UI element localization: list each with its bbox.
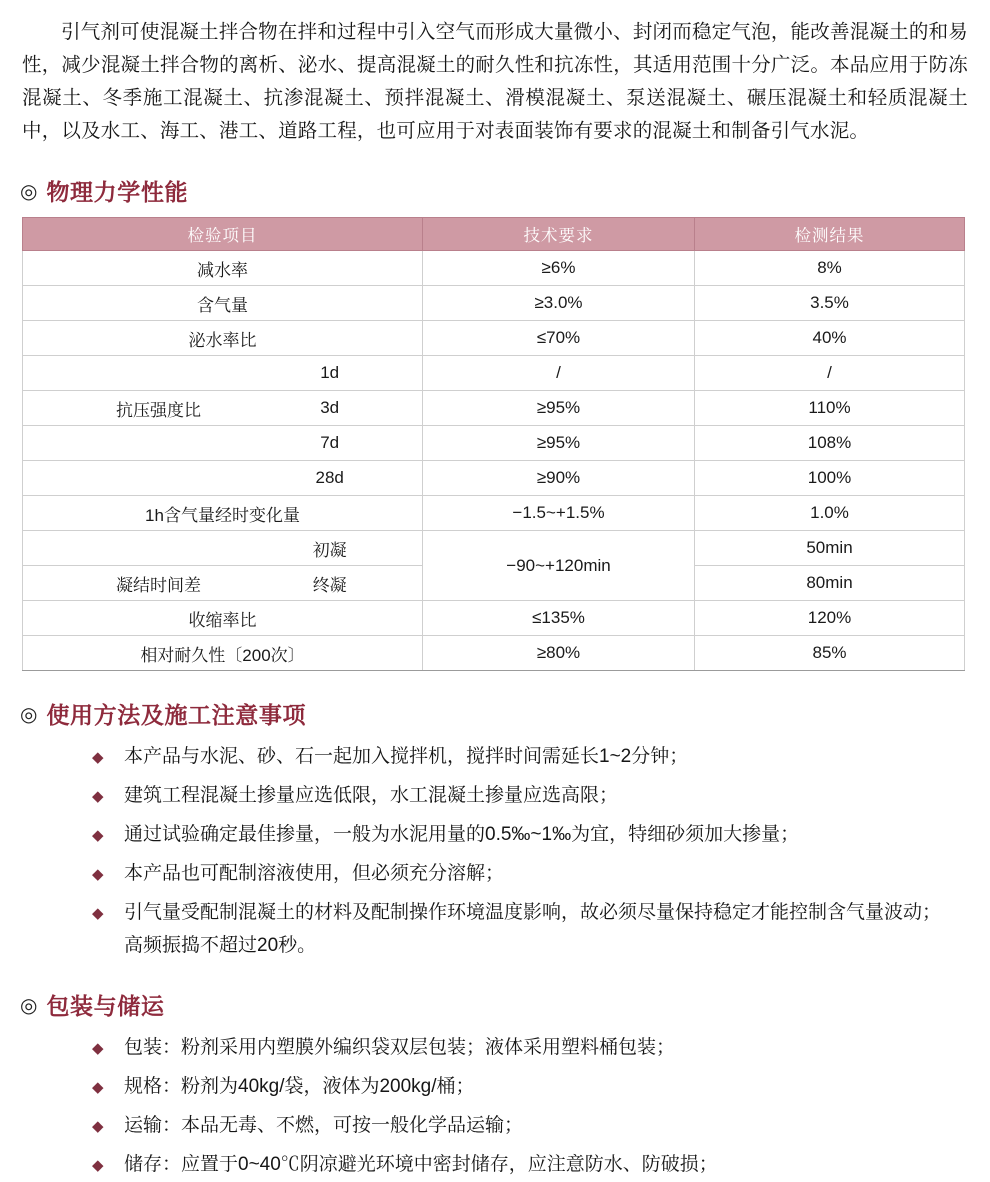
cell-result: 80min — [695, 566, 965, 601]
list-item — [92, 1148, 972, 1181]
cell-item-group — [23, 356, 423, 391]
packaging-list — [18, 1031, 972, 1181]
cell-requirement: −90~+120min — [423, 531, 695, 601]
cell-subitem: 1d — [320, 363, 340, 382]
table-row — [23, 356, 965, 391]
list-item-text: 储存：应置于0~40℃阴凉避光环境中密封储存，应注意防水、防破损； — [124, 1154, 718, 1175]
cell-requirement: ≥6% — [423, 251, 695, 286]
cell-item-group — [23, 461, 423, 496]
diamond-bullet-icon: ◆ — [92, 1157, 104, 1174]
document-page — [0, 16, 990, 1175]
diamond-bullet-icon: ◆ — [92, 1118, 104, 1135]
diamond-bullet-icon: ◆ — [92, 1040, 104, 1057]
list-item-text: 本产品与水泥、砂、石一起加入搅拌机，搅拌时间需延长1~2分钟； — [124, 746, 689, 767]
list-item — [92, 857, 972, 890]
cell-item: 收缩率比 — [23, 601, 423, 636]
table-row — [23, 601, 965, 636]
group-label-empty — [24, 532, 238, 564]
cell-item: 泌水率比 — [23, 321, 423, 356]
cell-result: 120% — [695, 601, 965, 636]
table-row — [23, 496, 965, 531]
diamond-bullet-icon: ◆ — [92, 905, 104, 922]
table-row — [23, 251, 965, 286]
spec-table — [22, 217, 965, 671]
group-label-empty — [24, 357, 238, 389]
group-label-empty — [24, 427, 238, 459]
ring-marker-icon: ◎ — [20, 994, 38, 1017]
cell-requirement: ≤135% — [423, 601, 695, 636]
cell-requirement: ≤70% — [423, 321, 695, 356]
cell-item-group — [23, 426, 423, 461]
list-item-text: 引气量受配制混凝土的材料及配制操作环境温度影响，故必须尽量保持稳定才能控制含气量波动； — [124, 902, 942, 923]
cell-subitem: 3d — [320, 398, 340, 417]
table-header-cell: 检测结果 — [695, 218, 965, 251]
diamond-bullet-icon: ◆ — [92, 866, 104, 883]
cell-requirement: ≥3.0% — [423, 286, 695, 321]
cell-result: 110% — [695, 391, 965, 426]
table-row — [23, 461, 965, 496]
cell-item-group — [23, 531, 423, 566]
table-row — [23, 286, 965, 321]
group-label-empty — [24, 462, 238, 494]
list-item-text: 运输：本品无毒、不燃，可按一般化学品运输； — [124, 1115, 524, 1136]
diamond-bullet-icon: ◆ — [92, 827, 104, 844]
table-row — [23, 426, 965, 461]
cell-requirement: / — [423, 356, 695, 391]
cell-item: 含气量 — [23, 286, 423, 321]
cell-item: 减水率 — [23, 251, 423, 286]
cell-item-group — [23, 566, 423, 601]
cell-requirement: ≥95% — [423, 426, 695, 461]
cell-result: 3.5% — [695, 286, 965, 321]
cell-result: 40% — [695, 321, 965, 356]
list-item — [92, 1070, 972, 1103]
cell-subitem: 7d — [320, 433, 340, 452]
list-item — [92, 1031, 972, 1064]
cell-item: 相对耐久性〔200次〕 — [23, 636, 423, 671]
cell-result: 8% — [695, 251, 965, 286]
list-item-text: 通过试验确定最佳掺量，一般为水泥用量的0.5‰~1‰为宜，特细砂须加大掺量； — [124, 824, 800, 845]
list-item — [92, 779, 972, 812]
group-label: 抗压强度比 — [116, 400, 201, 420]
cell-requirement: −1.5~+1.5% — [423, 496, 695, 531]
table-row — [23, 391, 965, 426]
list-item-text: 建筑工程混凝土掺量应选低限，水工混凝土掺量应选高限； — [124, 785, 619, 806]
cell-item-group — [23, 391, 423, 426]
cell-subitem: 28d — [315, 468, 344, 487]
list-item — [92, 896, 972, 962]
cell-result: 85% — [695, 636, 965, 671]
list-item — [92, 740, 972, 773]
ring-marker-icon: ◎ — [20, 180, 38, 203]
table-header-row — [23, 218, 965, 251]
group-label: 凝结时间差 — [116, 575, 201, 595]
list-item-text: 本产品也可配制溶液使用，但必须充分溶解； — [124, 863, 505, 884]
list-item-text: 包装：粉剂采用内塑膜外编织袋双层包装；液体采用塑料桶包装； — [124, 1037, 676, 1058]
ring-marker-icon: ◎ — [20, 703, 38, 726]
table-row — [23, 636, 965, 671]
cell-result: 108% — [695, 426, 965, 461]
cell-result: 50min — [695, 531, 965, 566]
usage-list — [18, 740, 972, 962]
cell-requirement: ≥90% — [423, 461, 695, 496]
cell-subitem: 初凝 — [312, 540, 347, 560]
cell-result: / — [695, 356, 965, 391]
cell-requirement: ≥80% — [423, 636, 695, 671]
cell-requirement: ≥95% — [423, 391, 695, 426]
cell-result: 100% — [695, 461, 965, 496]
cell-subitem: 终凝 — [312, 575, 347, 595]
intro-paragraph: 引气剂可使混凝土拌合物在拌和过程中引入空气而形成大量微小、封闭而稳定气泡，能改善混凝土的和易性，减少混凝土拌合物的离析、泌水、提高混凝土的耐久性和抗冻性，其适用范围十分广泛。本品应用于防冻混凝土、冬季施工混凝土、抗渗混凝土、预拌混凝土、滑模混凝土、泵送混凝土、碾压混凝土和轻质混凝土中，以及水工、海工、港工、道路工程，也可应用于对表面装饰有要求的混凝土和制备引气水泥。 — [22, 21, 968, 142]
table-header-cell: 检验项目 — [23, 218, 423, 251]
table-row — [23, 321, 965, 356]
list-item — [92, 818, 972, 851]
diamond-bullet-icon: ◆ — [92, 1079, 104, 1096]
list-item-text: 规格：粉剂为40kg/袋，液体为200kg/桶； — [124, 1076, 475, 1097]
section-heading-packaging — [20, 988, 972, 1021]
diamond-bullet-icon: ◆ — [92, 788, 104, 805]
list-item — [92, 1109, 972, 1142]
table-row — [23, 531, 965, 566]
section-heading-physical-properties — [20, 174, 972, 207]
section-title: 包装与储运 — [46, 993, 165, 1019]
table-header-cell: 技术要求 — [423, 218, 695, 251]
section-title: 物理力学性能 — [46, 179, 189, 205]
diamond-bullet-icon: ◆ — [92, 749, 104, 766]
list-item-text-line2: 高频振捣不超过20秒。 — [124, 935, 317, 956]
cell-item: 1h含气量经时变化量 — [23, 496, 423, 531]
cell-result: 1.0% — [695, 496, 965, 531]
section-title: 使用方法及施工注意事项 — [46, 702, 307, 728]
section-heading-usage — [20, 697, 972, 730]
